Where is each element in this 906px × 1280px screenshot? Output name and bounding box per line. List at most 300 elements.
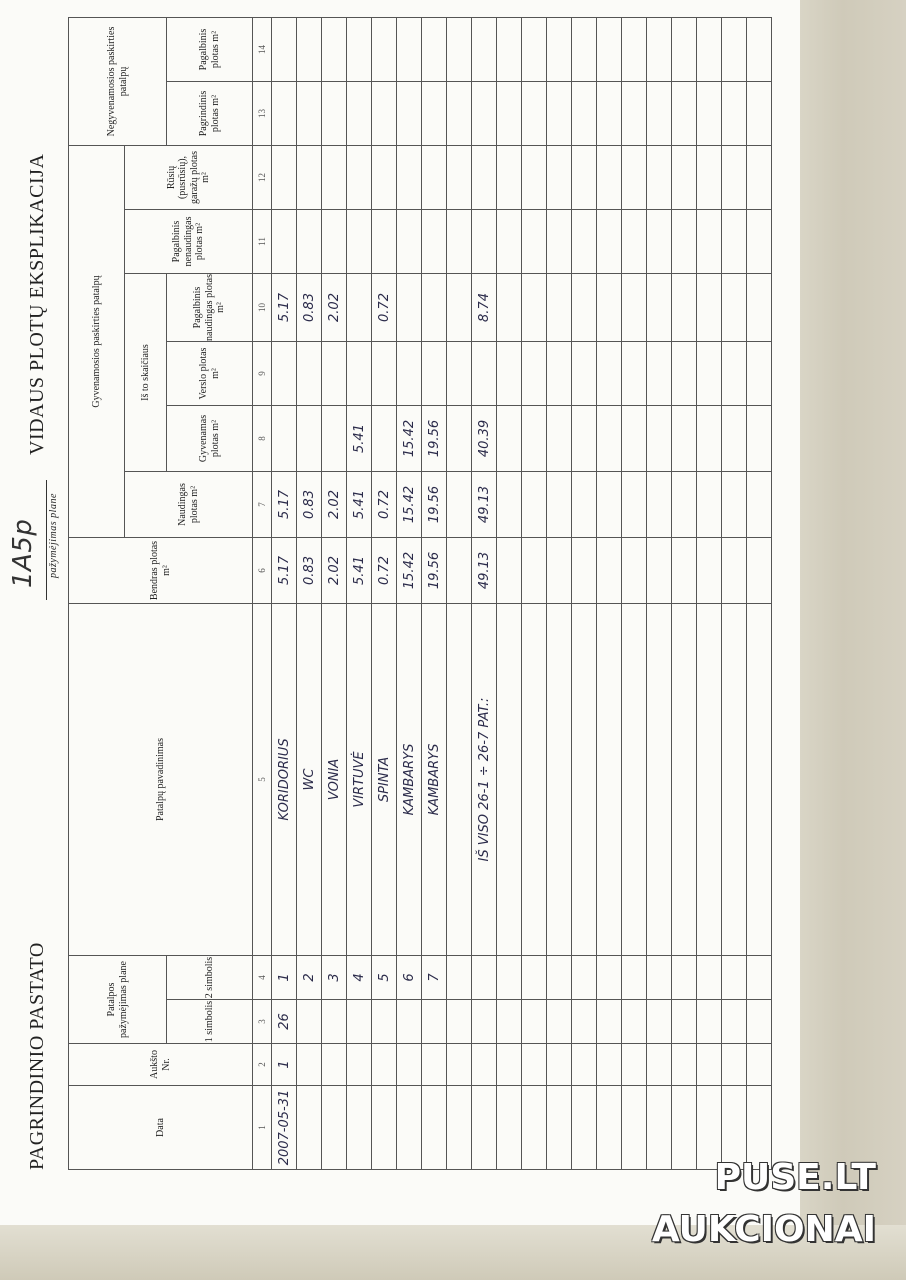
cell-useful	[522, 472, 547, 538]
cell-living	[672, 406, 697, 472]
cell-name	[447, 604, 472, 956]
cell-total	[672, 538, 697, 604]
col-header-room-name: Patalpų pavadinimas	[69, 604, 253, 956]
cell-aux_nonuseful	[472, 210, 497, 274]
cell-aux_useful	[672, 274, 697, 342]
col-header-nl-aux: Pagalbinis plotas m²	[167, 18, 253, 82]
cell-living	[372, 406, 397, 472]
explication-table	[68, 17, 772, 1170]
cell-nl_main	[447, 82, 472, 146]
cell-s2	[447, 956, 472, 1000]
cell-useful	[697, 472, 722, 538]
cell-business	[447, 342, 472, 406]
cell-useful	[497, 472, 522, 538]
table-row	[747, 18, 772, 1170]
cell-useful	[672, 472, 697, 538]
cell-s1	[347, 1000, 372, 1044]
cell-nl_aux	[697, 18, 722, 82]
cell-living	[597, 406, 622, 472]
table-row	[572, 18, 597, 1170]
cell-living: 15.42	[397, 406, 422, 472]
cell-total	[497, 538, 522, 604]
cell-living: 19.56	[422, 406, 447, 472]
cell-floor	[622, 1044, 647, 1086]
title-right: VIDAUS PLOTŲ EKSPLIKACIJA	[26, 153, 48, 455]
cell-name: WC	[297, 604, 322, 956]
cell-basement	[547, 146, 572, 210]
cell-floor	[372, 1044, 397, 1086]
cell-floor	[697, 1044, 722, 1086]
cell-floor	[297, 1044, 322, 1086]
cell-business	[297, 342, 322, 406]
cell-date	[547, 1086, 572, 1170]
cell-aux_useful	[572, 274, 597, 342]
cell-total	[622, 538, 647, 604]
form-title	[8, 60, 68, 1200]
cell-aux_nonuseful	[497, 210, 522, 274]
cell-business	[647, 342, 672, 406]
cell-floor	[672, 1044, 697, 1086]
cell-aux_useful: 8.74	[472, 274, 497, 342]
col-header-room-mark-group: Patalpos pažymėjimas plane	[69, 956, 167, 1044]
cell-s2	[672, 956, 697, 1000]
cell-s1	[597, 1000, 622, 1044]
col-header-total-area: Bendras plotas m²	[69, 538, 253, 604]
col-header-aux-useful: Pagalbinis naudingas plotas m²	[167, 274, 253, 342]
cell-nl_aux	[322, 18, 347, 82]
cell-total: 5.41	[347, 538, 372, 604]
cell-business	[572, 342, 597, 406]
cell-date	[597, 1086, 622, 1170]
cell-living	[722, 406, 747, 472]
col-header-nl-main: Pagrindinis plotas m²	[167, 82, 253, 146]
cell-total	[597, 538, 622, 604]
building-number-caption: pažymėjimas plane	[48, 493, 59, 578]
cell-basement	[497, 146, 522, 210]
cell-aux_nonuseful	[722, 210, 747, 274]
cell-s1	[647, 1000, 672, 1044]
cell-s2	[747, 956, 772, 1000]
cell-basement	[297, 146, 322, 210]
cell-nl_aux	[397, 18, 422, 82]
cell-s1	[372, 1000, 397, 1044]
cell-name	[522, 604, 547, 956]
cell-aux_nonuseful	[647, 210, 672, 274]
cell-nl_aux	[747, 18, 772, 82]
cell-s1: 26	[272, 1000, 297, 1044]
cell-business	[397, 342, 422, 406]
cell-s1	[397, 1000, 422, 1044]
cell-floor	[597, 1044, 622, 1086]
cell-basement	[572, 146, 597, 210]
cell-s2: 2	[297, 956, 322, 1000]
cell-business	[347, 342, 372, 406]
cell-s2	[647, 956, 672, 1000]
cell-nl_main	[272, 82, 297, 146]
cell-nl_main	[372, 82, 397, 146]
cell-nl_aux	[472, 18, 497, 82]
cell-useful: 19.56	[422, 472, 447, 538]
cell-aux_nonuseful	[622, 210, 647, 274]
cell-living: 40.39	[472, 406, 497, 472]
cell-s2	[622, 956, 647, 1000]
cell-useful: 49.13	[472, 472, 497, 538]
cell-aux_nonuseful	[547, 210, 572, 274]
cell-floor	[572, 1044, 597, 1086]
cell-total: 5.17	[272, 538, 297, 604]
cell-nl_main	[522, 82, 547, 146]
table-row	[497, 18, 522, 1170]
cell-aux_useful	[547, 274, 572, 342]
col-header-residential-group: Gyvenamosios paskirties patalpų	[69, 146, 125, 538]
table-row	[722, 18, 747, 1170]
cell-nl_aux	[422, 18, 447, 82]
table-row	[372, 18, 397, 1170]
table-row	[322, 18, 347, 1170]
col-number: 2	[253, 1044, 272, 1086]
cell-s1	[297, 1000, 322, 1044]
cell-business	[322, 342, 347, 406]
cell-basement	[347, 146, 372, 210]
cell-useful	[747, 472, 772, 538]
col-number: 3	[253, 1000, 272, 1044]
cell-date	[522, 1086, 547, 1170]
cell-nl_main	[422, 82, 447, 146]
col-header-aux-nonuseful: Pagalbinis nenaudingas plotas m²	[125, 210, 253, 274]
watermark-logo	[652, 1152, 876, 1256]
cell-s2	[722, 956, 747, 1000]
cell-basement	[447, 146, 472, 210]
cell-living	[322, 406, 347, 472]
cell-name: KORIDORIUS	[272, 604, 297, 956]
cell-total	[647, 538, 672, 604]
cell-nl_main	[397, 82, 422, 146]
cell-business	[697, 342, 722, 406]
cell-aux_useful: 0.72	[372, 274, 397, 342]
cell-s1	[522, 1000, 547, 1044]
cell-s2: 4	[347, 956, 372, 1000]
cell-aux_nonuseful	[397, 210, 422, 274]
cell-business	[672, 342, 697, 406]
cell-total	[447, 538, 472, 604]
cell-floor	[447, 1044, 472, 1086]
cell-living	[272, 406, 297, 472]
cell-aux_useful	[397, 274, 422, 342]
table-row	[672, 18, 697, 1170]
cell-business	[272, 342, 297, 406]
cell-floor	[472, 1044, 497, 1086]
cell-nl_main	[572, 82, 597, 146]
col-number: 4	[253, 956, 272, 1000]
cell-nl_aux	[447, 18, 472, 82]
cell-living: 5.41	[347, 406, 372, 472]
cell-s2	[547, 956, 572, 1000]
cell-aux_useful	[747, 274, 772, 342]
watermark-line-2: AUKCIONAI	[651, 1209, 876, 1250]
cell-date	[572, 1086, 597, 1170]
col-header-symbol-1: 1 simbolis	[167, 1000, 253, 1044]
cell-total	[747, 538, 772, 604]
cell-useful: 15.42	[397, 472, 422, 538]
cell-living	[697, 406, 722, 472]
table-row	[272, 18, 297, 1170]
cell-s1	[697, 1000, 722, 1044]
cell-date	[472, 1086, 497, 1170]
cell-s1	[722, 1000, 747, 1044]
cell-total	[722, 538, 747, 604]
cell-date	[422, 1086, 447, 1170]
col-number: 1	[253, 1086, 272, 1170]
cell-aux_nonuseful	[597, 210, 622, 274]
cell-basement	[722, 146, 747, 210]
cell-useful: 2.02	[322, 472, 347, 538]
cell-name: KAMBARYS	[397, 604, 422, 956]
cell-aux_useful	[622, 274, 647, 342]
table-row	[472, 18, 497, 1170]
cell-s1	[672, 1000, 697, 1044]
col-header-date: Data	[69, 1086, 253, 1170]
cell-aux_useful	[597, 274, 622, 342]
cell-living	[522, 406, 547, 472]
cell-basement	[372, 146, 397, 210]
cell-aux_nonuseful	[697, 210, 722, 274]
cell-nl_aux	[622, 18, 647, 82]
cell-date	[447, 1086, 472, 1170]
cell-nl_aux	[372, 18, 397, 82]
cell-aux_nonuseful	[572, 210, 597, 274]
cell-business	[622, 342, 647, 406]
table-row	[647, 18, 672, 1170]
cell-aux_useful	[647, 274, 672, 342]
cell-business	[422, 342, 447, 406]
cell-floor	[747, 1044, 772, 1086]
cell-aux_nonuseful	[422, 210, 447, 274]
cell-nl_main	[497, 82, 522, 146]
cell-floor	[547, 1044, 572, 1086]
cell-nl_aux	[522, 18, 547, 82]
cell-floor	[497, 1044, 522, 1086]
cell-basement	[472, 146, 497, 210]
cell-name	[497, 604, 522, 956]
col-number: 10	[253, 274, 272, 342]
cell-basement	[622, 146, 647, 210]
cell-date	[347, 1086, 372, 1170]
cell-name	[547, 604, 572, 956]
cell-nl_aux	[297, 18, 322, 82]
cell-name	[697, 604, 722, 956]
cell-useful	[597, 472, 622, 538]
cell-nl_main	[597, 82, 622, 146]
cell-total	[522, 538, 547, 604]
cell-name	[722, 604, 747, 956]
table-row	[447, 18, 472, 1170]
cell-aux_useful	[722, 274, 747, 342]
cell-s1	[422, 1000, 447, 1044]
cell-business	[722, 342, 747, 406]
cell-floor	[522, 1044, 547, 1086]
cell-s1	[547, 1000, 572, 1044]
cell-aux_useful	[447, 274, 472, 342]
cell-business	[597, 342, 622, 406]
col-number: 7	[253, 472, 272, 538]
cell-date: 2007-05-31	[272, 1086, 297, 1170]
cell-useful	[647, 472, 672, 538]
cell-aux_nonuseful	[372, 210, 397, 274]
cell-basement	[597, 146, 622, 210]
column-number-row	[253, 18, 272, 1170]
cell-name	[747, 604, 772, 956]
cell-basement	[747, 146, 772, 210]
cell-nl_main	[722, 82, 747, 146]
table-row	[547, 18, 572, 1170]
cell-business	[747, 342, 772, 406]
cell-date	[372, 1086, 397, 1170]
cell-s2	[497, 956, 522, 1000]
cell-s2	[697, 956, 722, 1000]
cell-business	[472, 342, 497, 406]
cell-nl_aux	[722, 18, 747, 82]
cell-basement	[697, 146, 722, 210]
cell-nl_aux	[572, 18, 597, 82]
cell-nl_main	[622, 82, 647, 146]
cell-nl_aux	[647, 18, 672, 82]
cell-useful: 5.41	[347, 472, 372, 538]
cell-date	[322, 1086, 347, 1170]
cell-s2	[522, 956, 547, 1000]
table-body	[272, 18, 772, 1170]
cell-total	[697, 538, 722, 604]
table-row	[622, 18, 647, 1170]
cell-name: IŠ VISO 26-1 ÷ 26-7 PAT.:	[472, 604, 497, 956]
cell-business	[547, 342, 572, 406]
cell-basement	[522, 146, 547, 210]
col-header-business-area: Verslo plotas m²	[167, 342, 253, 406]
col-number: 13	[253, 82, 272, 146]
cell-s2: 7	[422, 956, 447, 1000]
cell-nl_aux	[272, 18, 297, 82]
cell-nl_main	[472, 82, 497, 146]
cell-nl_main	[672, 82, 697, 146]
cell-s1	[622, 1000, 647, 1044]
cell-s2: 3	[322, 956, 347, 1000]
cell-s2: 1	[272, 956, 297, 1000]
cell-living	[547, 406, 572, 472]
cell-floor	[322, 1044, 347, 1086]
table-row	[522, 18, 547, 1170]
cell-useful: 0.72	[372, 472, 397, 538]
cell-date	[397, 1086, 422, 1170]
cell-nl_main	[747, 82, 772, 146]
table-row	[397, 18, 422, 1170]
cell-aux_nonuseful	[272, 210, 297, 274]
cell-s2	[597, 956, 622, 1000]
cell-living	[747, 406, 772, 472]
cell-living	[647, 406, 672, 472]
cell-name	[672, 604, 697, 956]
cell-aux_nonuseful	[297, 210, 322, 274]
cell-aux_useful	[347, 274, 372, 342]
cell-basement	[672, 146, 697, 210]
col-header-nonresidential-group: Negyvenamosios paskirties patalpų	[69, 18, 167, 146]
title-underline	[46, 480, 47, 600]
col-header-basement: Rūsių (pusrūsių), garažų plotas m²	[125, 146, 253, 210]
cell-s2: 5	[372, 956, 397, 1000]
cell-nl_main	[647, 82, 672, 146]
table-row	[597, 18, 622, 1170]
cell-name	[622, 604, 647, 956]
table-row	[697, 18, 722, 1170]
cell-nl_main	[547, 82, 572, 146]
cell-basement	[422, 146, 447, 210]
cell-name	[647, 604, 672, 956]
table-row	[347, 18, 372, 1170]
cell-nl_main	[347, 82, 372, 146]
title-left: PAGRINDINIO PASTATO	[26, 942, 48, 1170]
cell-nl_main	[322, 82, 347, 146]
cell-total: 19.56	[422, 538, 447, 604]
cell-living	[622, 406, 647, 472]
cell-s2	[572, 956, 597, 1000]
cell-aux_nonuseful	[322, 210, 347, 274]
cell-aux_nonuseful	[522, 210, 547, 274]
col-header-useful-area: Naudingas plotas m²	[125, 472, 253, 538]
cell-useful	[722, 472, 747, 538]
cell-total: 0.83	[297, 538, 322, 604]
cell-useful	[447, 472, 472, 538]
cell-date	[497, 1086, 522, 1170]
cell-s1	[747, 1000, 772, 1044]
cell-nl_main	[697, 82, 722, 146]
cell-s1	[472, 1000, 497, 1044]
cell-total: 2.02	[322, 538, 347, 604]
cell-date	[622, 1086, 647, 1170]
col-header-symbol-2: 2 simbolis	[167, 956, 253, 1000]
header-row-1	[69, 18, 125, 1170]
cell-name	[572, 604, 597, 956]
col-header-floor: Aukšto Nr.	[69, 1044, 253, 1086]
cell-floor	[422, 1044, 447, 1086]
cell-useful: 0.83	[297, 472, 322, 538]
cell-nl_aux	[597, 18, 622, 82]
col-number: 5	[253, 604, 272, 956]
cell-s1	[572, 1000, 597, 1044]
cell-total: 0.72	[372, 538, 397, 604]
col-number: 6	[253, 538, 272, 604]
cell-nl_aux	[547, 18, 572, 82]
cell-useful	[572, 472, 597, 538]
cell-aux_useful: 2.02	[322, 274, 347, 342]
cell-s2: 6	[397, 956, 422, 1000]
col-number: 11	[253, 210, 272, 274]
cell-floor: 1	[272, 1044, 297, 1086]
col-number: 14	[253, 18, 272, 82]
col-header-of-which: Iš to skaičiaus	[125, 274, 167, 472]
table-row	[422, 18, 447, 1170]
cell-business	[497, 342, 522, 406]
building-number: 1A5p	[8, 518, 38, 588]
cell-aux_nonuseful	[672, 210, 697, 274]
cell-nl_aux	[497, 18, 522, 82]
cell-aux_useful	[522, 274, 547, 342]
cell-aux_nonuseful	[747, 210, 772, 274]
cell-useful: 5.17	[272, 472, 297, 538]
cell-floor	[722, 1044, 747, 1086]
watermark-line-1: PUSE.LT	[714, 1157, 876, 1198]
cell-aux_useful: 0.83	[297, 274, 322, 342]
cell-name: VONIA	[322, 604, 347, 956]
col-number: 9	[253, 342, 272, 406]
cell-business	[522, 342, 547, 406]
